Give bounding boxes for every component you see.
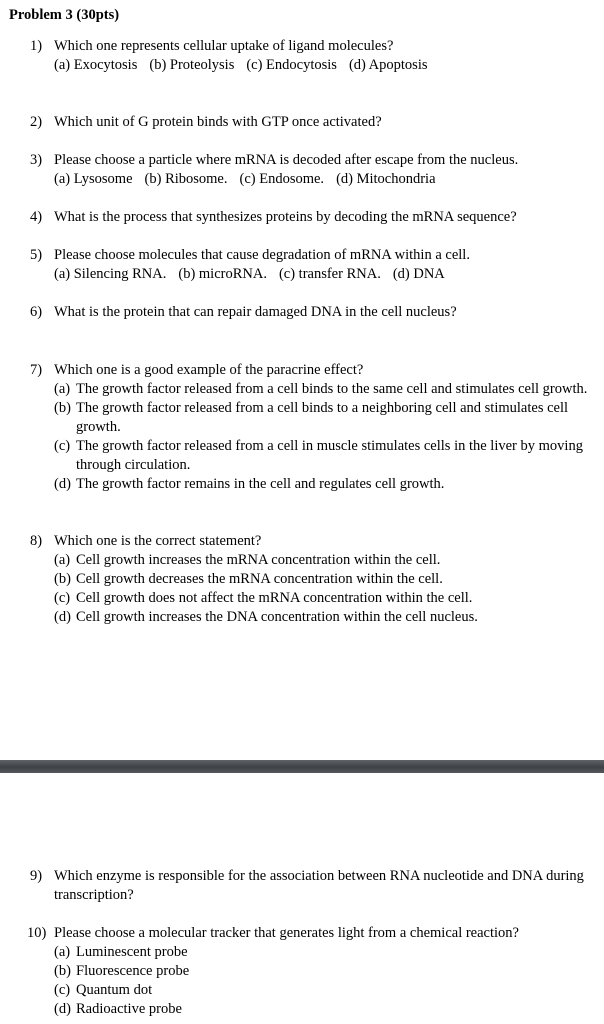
question-9 (30, 867, 598, 905)
option-c: (c) Endosome. (239, 171, 325, 187)
question-3 (30, 151, 598, 189)
option-d (54, 1000, 598, 1019)
option-b: (b) microRNA. (178, 266, 267, 282)
option-c: (c) transfer RNA. (278, 266, 381, 282)
option-a: (a) Lysosome (54, 171, 133, 187)
option-d: (d) DNA (392, 266, 445, 282)
question-7 (30, 361, 598, 494)
question-5 (30, 246, 598, 284)
option-text: Cell growth increases the mRNA concentration within the cell. (76, 552, 441, 568)
question-number: 7) (30, 362, 43, 378)
question-number: 2) (30, 114, 43, 130)
question-text: Which one represents cellular uptake of ligand molecules? (54, 38, 394, 54)
page-bottom (0, 773, 604, 1024)
option-label: (c) (54, 590, 71, 606)
question-number: 6) (30, 304, 43, 320)
problem-title: Problem 3 (30pts) (9, 7, 120, 23)
question-text: Which one is a good example of the paracrine effect? (54, 362, 364, 378)
option-text: Luminescent probe (76, 944, 188, 960)
option-text: Cell growth increases the DNA concentration within the cell nucleus. (76, 609, 478, 625)
question-number: 5) (30, 247, 43, 263)
option-label: (d) (54, 609, 71, 625)
option-text: The growth factor released from a cell in muscle stimulates cells in the liver by moving through circulation. (76, 438, 583, 473)
option-b: (b) Ribosome. (144, 171, 228, 187)
option-d: (d) Apoptosis (348, 57, 428, 73)
option-text: The growth factor released from a cell binds to the same cell and stimulates cell growth. (76, 381, 588, 397)
question-2 (30, 113, 598, 132)
option-label: (b) (54, 571, 71, 587)
option-label: (a) (54, 381, 71, 397)
question-number: 1) (30, 38, 43, 54)
option-text: The growth factor released from a cell binds to a neighboring cell and stimulates cell growth. (76, 400, 569, 435)
option-a (54, 380, 598, 399)
options-row (30, 170, 598, 189)
option-d (54, 608, 598, 627)
option-text: Cell growth decreases the mRNA concentration within the cell. (76, 571, 443, 587)
option-text: The growth factor remains in the cell and regulates cell growth. (76, 476, 445, 492)
option-b (54, 399, 598, 437)
options-row (30, 265, 598, 284)
option-c: (c) Endocytosis (246, 57, 337, 73)
option-text: Fluorescence probe (76, 963, 190, 979)
question-6 (30, 303, 598, 322)
question-text: Which one is the correct statement? (54, 533, 262, 549)
question-number: 9) (30, 868, 43, 884)
options-row (30, 56, 598, 75)
option-b (54, 570, 598, 589)
option-label: (b) (54, 963, 71, 979)
question-8 (30, 532, 598, 627)
option-a: (a) Exocytosis (54, 57, 138, 73)
option-a (54, 551, 598, 570)
question-text: What is the protein that can repair damaged DNA in the cell nucleus? (54, 304, 457, 320)
page-divider (0, 760, 604, 773)
question-text: What is the process that synthesizes proteins by decoding the mRNA sequence? (54, 209, 517, 225)
option-d (54, 475, 598, 494)
question-number: 3) (30, 152, 43, 168)
question-number: 4) (30, 209, 43, 225)
option-c (54, 589, 598, 608)
option-text: Cell growth does not affect the mRNA concentration within the cell. (76, 590, 473, 606)
option-d: (d) Mitochondria (336, 171, 436, 187)
question-10 (27, 924, 598, 1019)
option-label: (a) (54, 552, 71, 568)
question-text: Please choose molecules that cause degradation of mRNA within a cell. (54, 247, 470, 263)
option-text: Quantum dot (76, 982, 153, 998)
question-text: Please choose a molecular tracker that generates light from a chemical reaction? (54, 925, 519, 941)
option-label: (d) (54, 476, 71, 492)
question-text: Please choose a particle where mRNA is decoded after escape from the nucleus. (54, 152, 519, 168)
option-label: (d) (54, 1001, 71, 1017)
option-label: (b) (54, 400, 71, 416)
options-list (30, 943, 598, 1019)
question-4 (30, 208, 598, 227)
option-c (54, 437, 598, 475)
option-label: (c) (54, 438, 71, 454)
question-number: 8) (30, 533, 43, 549)
option-label: (c) (54, 982, 71, 998)
options-list (30, 380, 598, 494)
options-list (30, 551, 598, 627)
question-1 (30, 37, 598, 75)
option-b: (b) Proteolysis (149, 57, 235, 73)
question-text: Which enzyme is responsible for the association between RNA nucleotide and DNA during transcription? (54, 868, 584, 903)
option-c (54, 981, 598, 1000)
option-a: (a) Silencing RNA. (54, 266, 167, 282)
option-b (54, 962, 598, 981)
question-number: 10) (27, 925, 47, 941)
question-text: Which unit of G protein binds with GTP once activated? (54, 114, 382, 130)
option-label: (a) (54, 944, 71, 960)
option-text: Radioactive probe (76, 1001, 182, 1017)
option-a (54, 943, 598, 962)
